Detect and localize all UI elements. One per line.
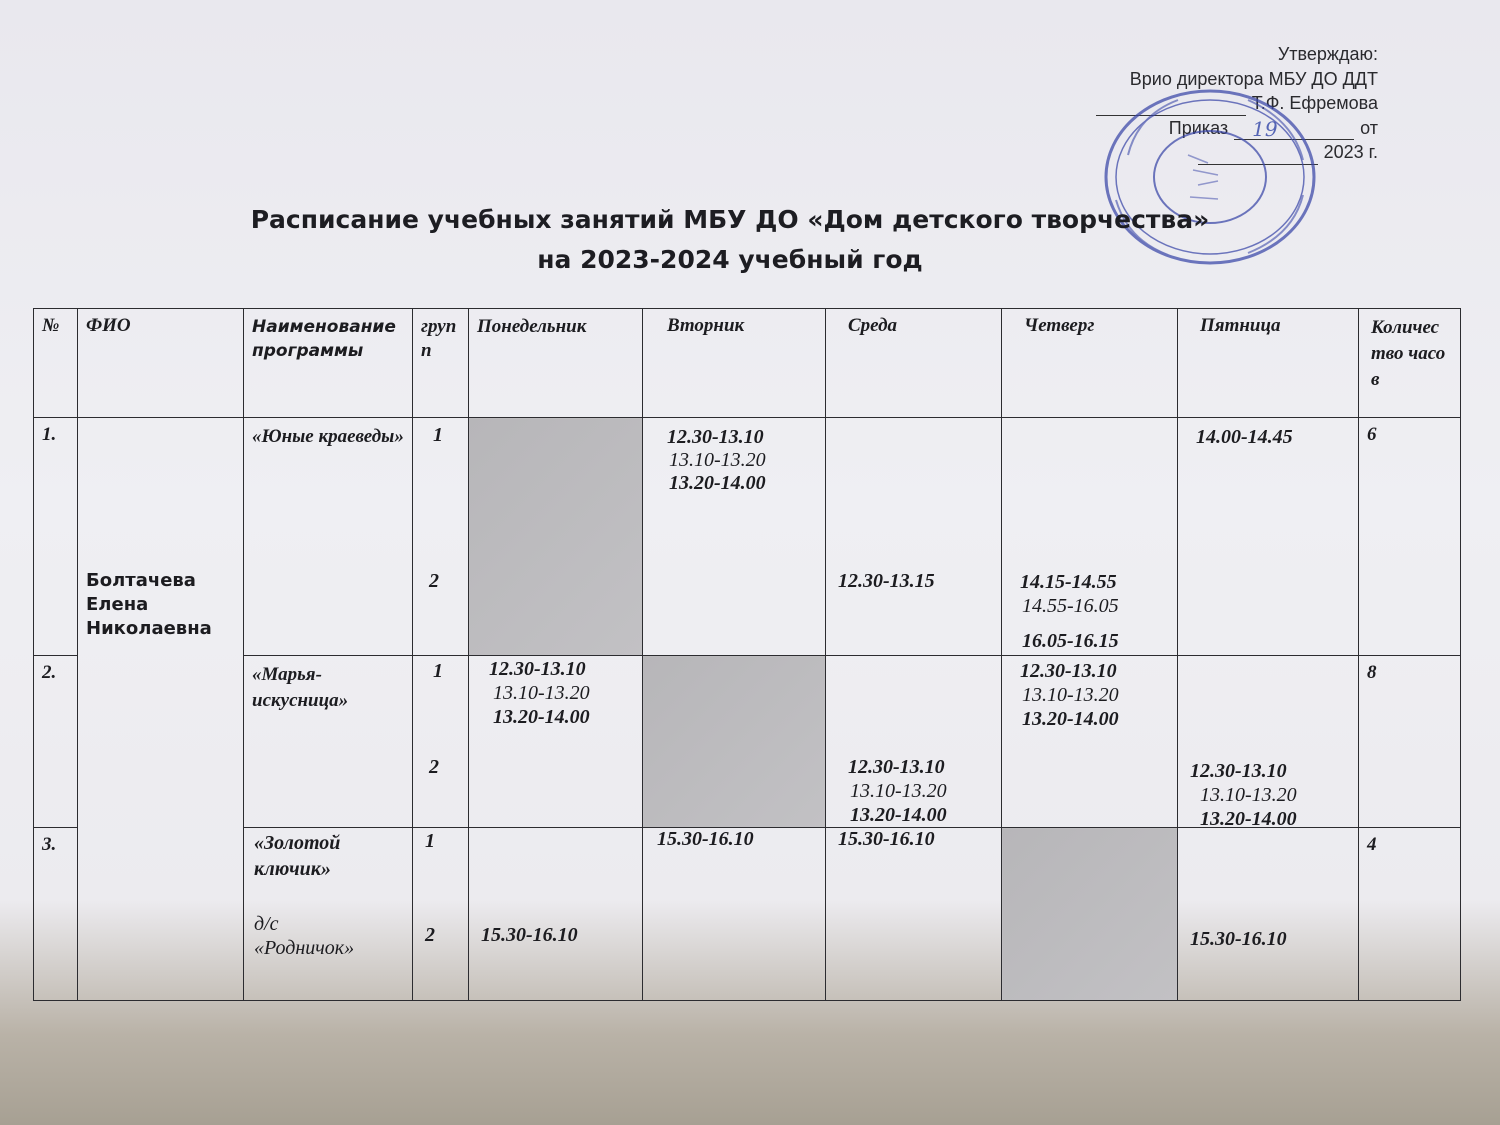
thursday-cell <box>1002 418 1178 656</box>
time-slot: 14.15-14.55 <box>1020 571 1117 593</box>
header-fio: ФИО <box>78 309 244 418</box>
header-tuesday: Вторник <box>643 309 826 418</box>
row-number: 2. <box>34 656 78 828</box>
groups-cell <box>413 656 469 828</box>
time-slot: 12.30-13.10 <box>1020 660 1117 682</box>
time-slot: 12.30-13.10 <box>667 426 764 448</box>
time-slot: 12.30-13.10 <box>848 756 945 778</box>
table-row <box>34 418 1461 656</box>
program-name: «Золотой ключик» <box>254 832 341 880</box>
program-name: «Марья-искусница» <box>244 656 413 828</box>
time-slot: 13.10-13.20 <box>1200 784 1297 806</box>
groups-cell <box>413 418 469 656</box>
thursday-cell-empty <box>1002 828 1178 1001</box>
tuesday-cell <box>643 418 826 656</box>
document-title <box>0 200 1460 280</box>
program-location-text: д/с «Родничок» <box>254 913 355 959</box>
time-slot: 15.30-16.10 <box>838 828 935 850</box>
thursday-cell <box>1002 656 1178 828</box>
order-prefix: Приказ <box>1168 117 1229 138</box>
header-groups: групп <box>413 309 469 418</box>
order-number: 19 <box>1252 116 1278 141</box>
approval-title: Утверждаю: <box>1277 44 1378 64</box>
header-hours: Количество часов <box>1359 309 1461 418</box>
time-slot: 13.10-13.20 <box>850 780 947 802</box>
group-1: 1 <box>433 424 443 446</box>
group-2: 2 <box>425 924 435 946</box>
friday-cell <box>1178 418 1359 656</box>
group-1: 1 <box>433 660 443 682</box>
group-2: 2 <box>429 756 439 778</box>
title-line-1: Расписание учебных занятий МБУ ДО «Дом детского творчества» <box>250 205 1210 234</box>
order-suffix: от <box>1360 117 1378 138</box>
header-friday: Пятница <box>1178 309 1359 418</box>
header-thursday: Четверг <box>1002 309 1178 418</box>
monday-cell <box>469 828 643 1001</box>
header-monday: Понедельник <box>469 309 643 418</box>
row-number: 1. <box>34 418 78 656</box>
monday-cell-empty <box>469 418 643 656</box>
teacher-cell <box>78 418 244 1001</box>
groups-cell <box>413 828 469 1001</box>
time-slot: 15.30-16.10 <box>481 924 578 946</box>
time-slot: 14.55-16.05 <box>1022 595 1119 617</box>
program-cell <box>244 828 413 1001</box>
header-num: № <box>34 309 78 418</box>
time-slot: 13.10-13.20 <box>1022 684 1119 706</box>
time-slot: 15.30-16.10 <box>657 828 754 850</box>
schedule-table <box>33 308 1461 1001</box>
hours-count: 8 <box>1359 656 1461 828</box>
table-row <box>34 828 1461 1001</box>
time-slot: 13.20-14.00 <box>850 804 947 826</box>
time-slot: 13.20-14.00 <box>1022 708 1119 730</box>
time-slot: 12.30-13.10 <box>1190 760 1287 782</box>
time-slot: 13.10-13.20 <box>669 449 766 471</box>
table-row <box>34 656 1461 828</box>
time-slot: 13.20-14.00 <box>1200 808 1297 830</box>
tuesday-cell <box>643 828 826 1001</box>
tuesday-cell-empty <box>643 656 826 828</box>
group-2: 2 <box>429 570 439 592</box>
header-row <box>34 309 1461 418</box>
header-program: Наименование программы <box>244 309 413 418</box>
title-line-2: на 2023-2024 учебный год <box>537 245 923 274</box>
hours-count: 4 <box>1359 828 1461 1001</box>
time-slot: 13.10-13.20 <box>493 682 590 704</box>
approval-position: Врио директора МБУ ДО ДДТ <box>1129 68 1378 89</box>
time-slot: 12.30-13.15 <box>838 570 935 592</box>
teacher-name: Болтачева Елена Николаевна <box>86 570 212 639</box>
time-slot: 16.05-16.15 <box>1022 630 1119 652</box>
header-wednesday: Среда <box>826 309 1002 418</box>
wednesday-cell <box>826 656 1002 828</box>
time-slot: 13.20-14.00 <box>669 472 766 494</box>
monday-cell <box>469 656 643 828</box>
program-location <box>254 912 374 960</box>
time-slot: 12.30-13.10 <box>489 658 586 680</box>
approval-year: 2023 г. <box>1323 142 1378 162</box>
friday-cell <box>1178 828 1359 1001</box>
hours-count: 6 <box>1359 418 1461 656</box>
wednesday-cell <box>826 828 1002 1001</box>
program-name: «Юные краеведы» <box>244 418 413 656</box>
row-number: 3. <box>34 828 78 1001</box>
time-slot: 13.20-14.00 <box>493 706 590 728</box>
approval-name: Т.Ф. Ефремова <box>1251 93 1378 113</box>
time-slot: 14.00-14.45 <box>1196 426 1293 448</box>
friday-cell <box>1178 656 1359 828</box>
group-1: 1 <box>425 830 435 852</box>
wednesday-cell <box>826 418 1002 656</box>
time-slot: 15.30-16.10 <box>1190 928 1287 950</box>
